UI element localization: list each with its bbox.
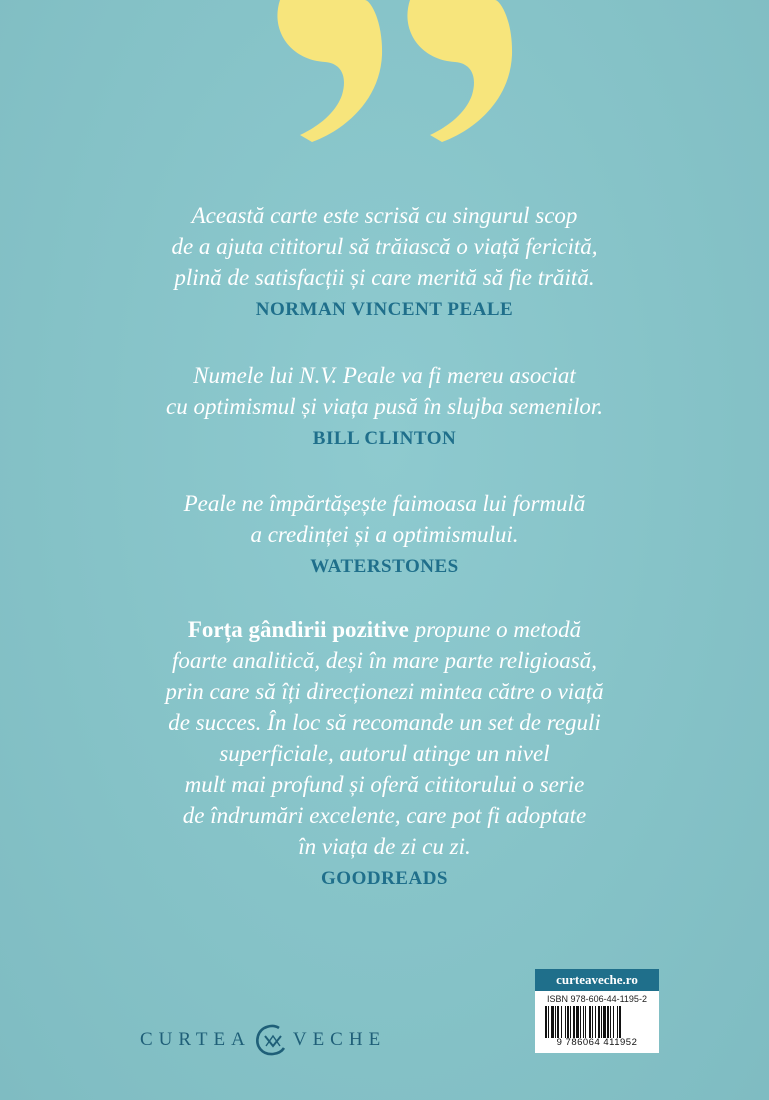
quote-line: a credinței și a optimismului. (250, 522, 519, 547)
quote-line: cu optimismul și viața pusă în slujba semenilor. (166, 394, 603, 419)
barcode-bar (613, 1006, 614, 1038)
barcode-bar (555, 1006, 556, 1038)
barcode-digits: 9 786064 411952 (556, 1037, 638, 1048)
quote-line: Această carte este scrisă cu singurul scop (191, 203, 578, 228)
quote-line: Peale ne împărtășește faimoasa lui formulă (183, 491, 586, 516)
quote-author: NORMAN VINCENT PEALE (255, 299, 514, 320)
book-title: Forța gândirii pozitive (187, 617, 409, 642)
quote-line-rest: propune o metodă (408, 617, 582, 642)
quote-author: BILL CLINTON (312, 428, 457, 449)
quote-line: de îndrumări excelente, care pot fi adoptate (182, 803, 587, 828)
barcode-bar (601, 1006, 602, 1038)
barcode-bar (567, 1006, 569, 1038)
quote-author: WATERSTONES (310, 556, 459, 577)
barcode-bar (592, 1006, 593, 1038)
publisher-name-left: CURTEA (140, 1029, 251, 1050)
barcode-bar (548, 1006, 549, 1038)
quote-line: Numele lui N.V. Peale va fi mereu asociat (193, 363, 576, 388)
barcode-bar (589, 1006, 591, 1038)
quote-line (0, 614, 769, 645)
barcode-bar (619, 1006, 621, 1038)
barcode-bar (557, 1006, 559, 1038)
quote-line: de a ajuta cititorul să trăiască o viață fericită, (171, 234, 598, 259)
quote-author: GOODREADS (321, 868, 448, 889)
double-closing-quote-icon (270, 0, 530, 145)
quote-line: în viața de zi cu zi. (298, 834, 471, 859)
publisher-name-right: VECHE (292, 1029, 387, 1050)
quote-line: prin care să îți direcționezi mintea către o viață (165, 679, 604, 704)
website-label: curteaveche.ro (535, 969, 659, 991)
barcode-bar (570, 1006, 571, 1038)
barcode-bar (585, 1006, 586, 1038)
barcode-bar (545, 1006, 547, 1038)
barcode-bar (583, 1006, 584, 1038)
barcode-bar (576, 1006, 579, 1038)
quote-block-3 (0, 488, 769, 578)
barcode-bar (607, 1006, 609, 1038)
barcode-box (535, 969, 659, 1053)
isbn-text: ISBN 978-606-44-1195-2 (547, 994, 647, 1004)
barcode-bar (598, 1006, 600, 1038)
barcode-bar (551, 1006, 554, 1038)
quote-line: superficiale, autorul atinge un nivel (219, 741, 550, 766)
barcode (543, 1006, 651, 1038)
barcode-bar (565, 1006, 566, 1038)
barcode-bar (573, 1006, 575, 1038)
barcode-bar (610, 1006, 611, 1038)
quote-block-4 (0, 614, 769, 890)
publisher-logo (140, 1020, 386, 1060)
barcode-bar (561, 1006, 562, 1038)
quote-line: foarte analitică, deși în mare parte religioasă, (171, 648, 598, 673)
quote-line: mult mai profund și oferă cititorului o serie (184, 772, 585, 797)
barcode-bar (603, 1006, 606, 1038)
quote-line: plină de satisfacții și care merită să fie trăită. (174, 265, 595, 290)
barcode-bar (617, 1006, 618, 1038)
quote-block-1 (0, 200, 769, 321)
barcode-bar (580, 1006, 581, 1038)
curtea-veche-logo-icon (253, 1022, 289, 1058)
barcode-bar (595, 1006, 596, 1038)
quote-block-2 (0, 360, 769, 450)
quote-line: de succes. În loc să recomande un set de reguli (168, 710, 601, 735)
